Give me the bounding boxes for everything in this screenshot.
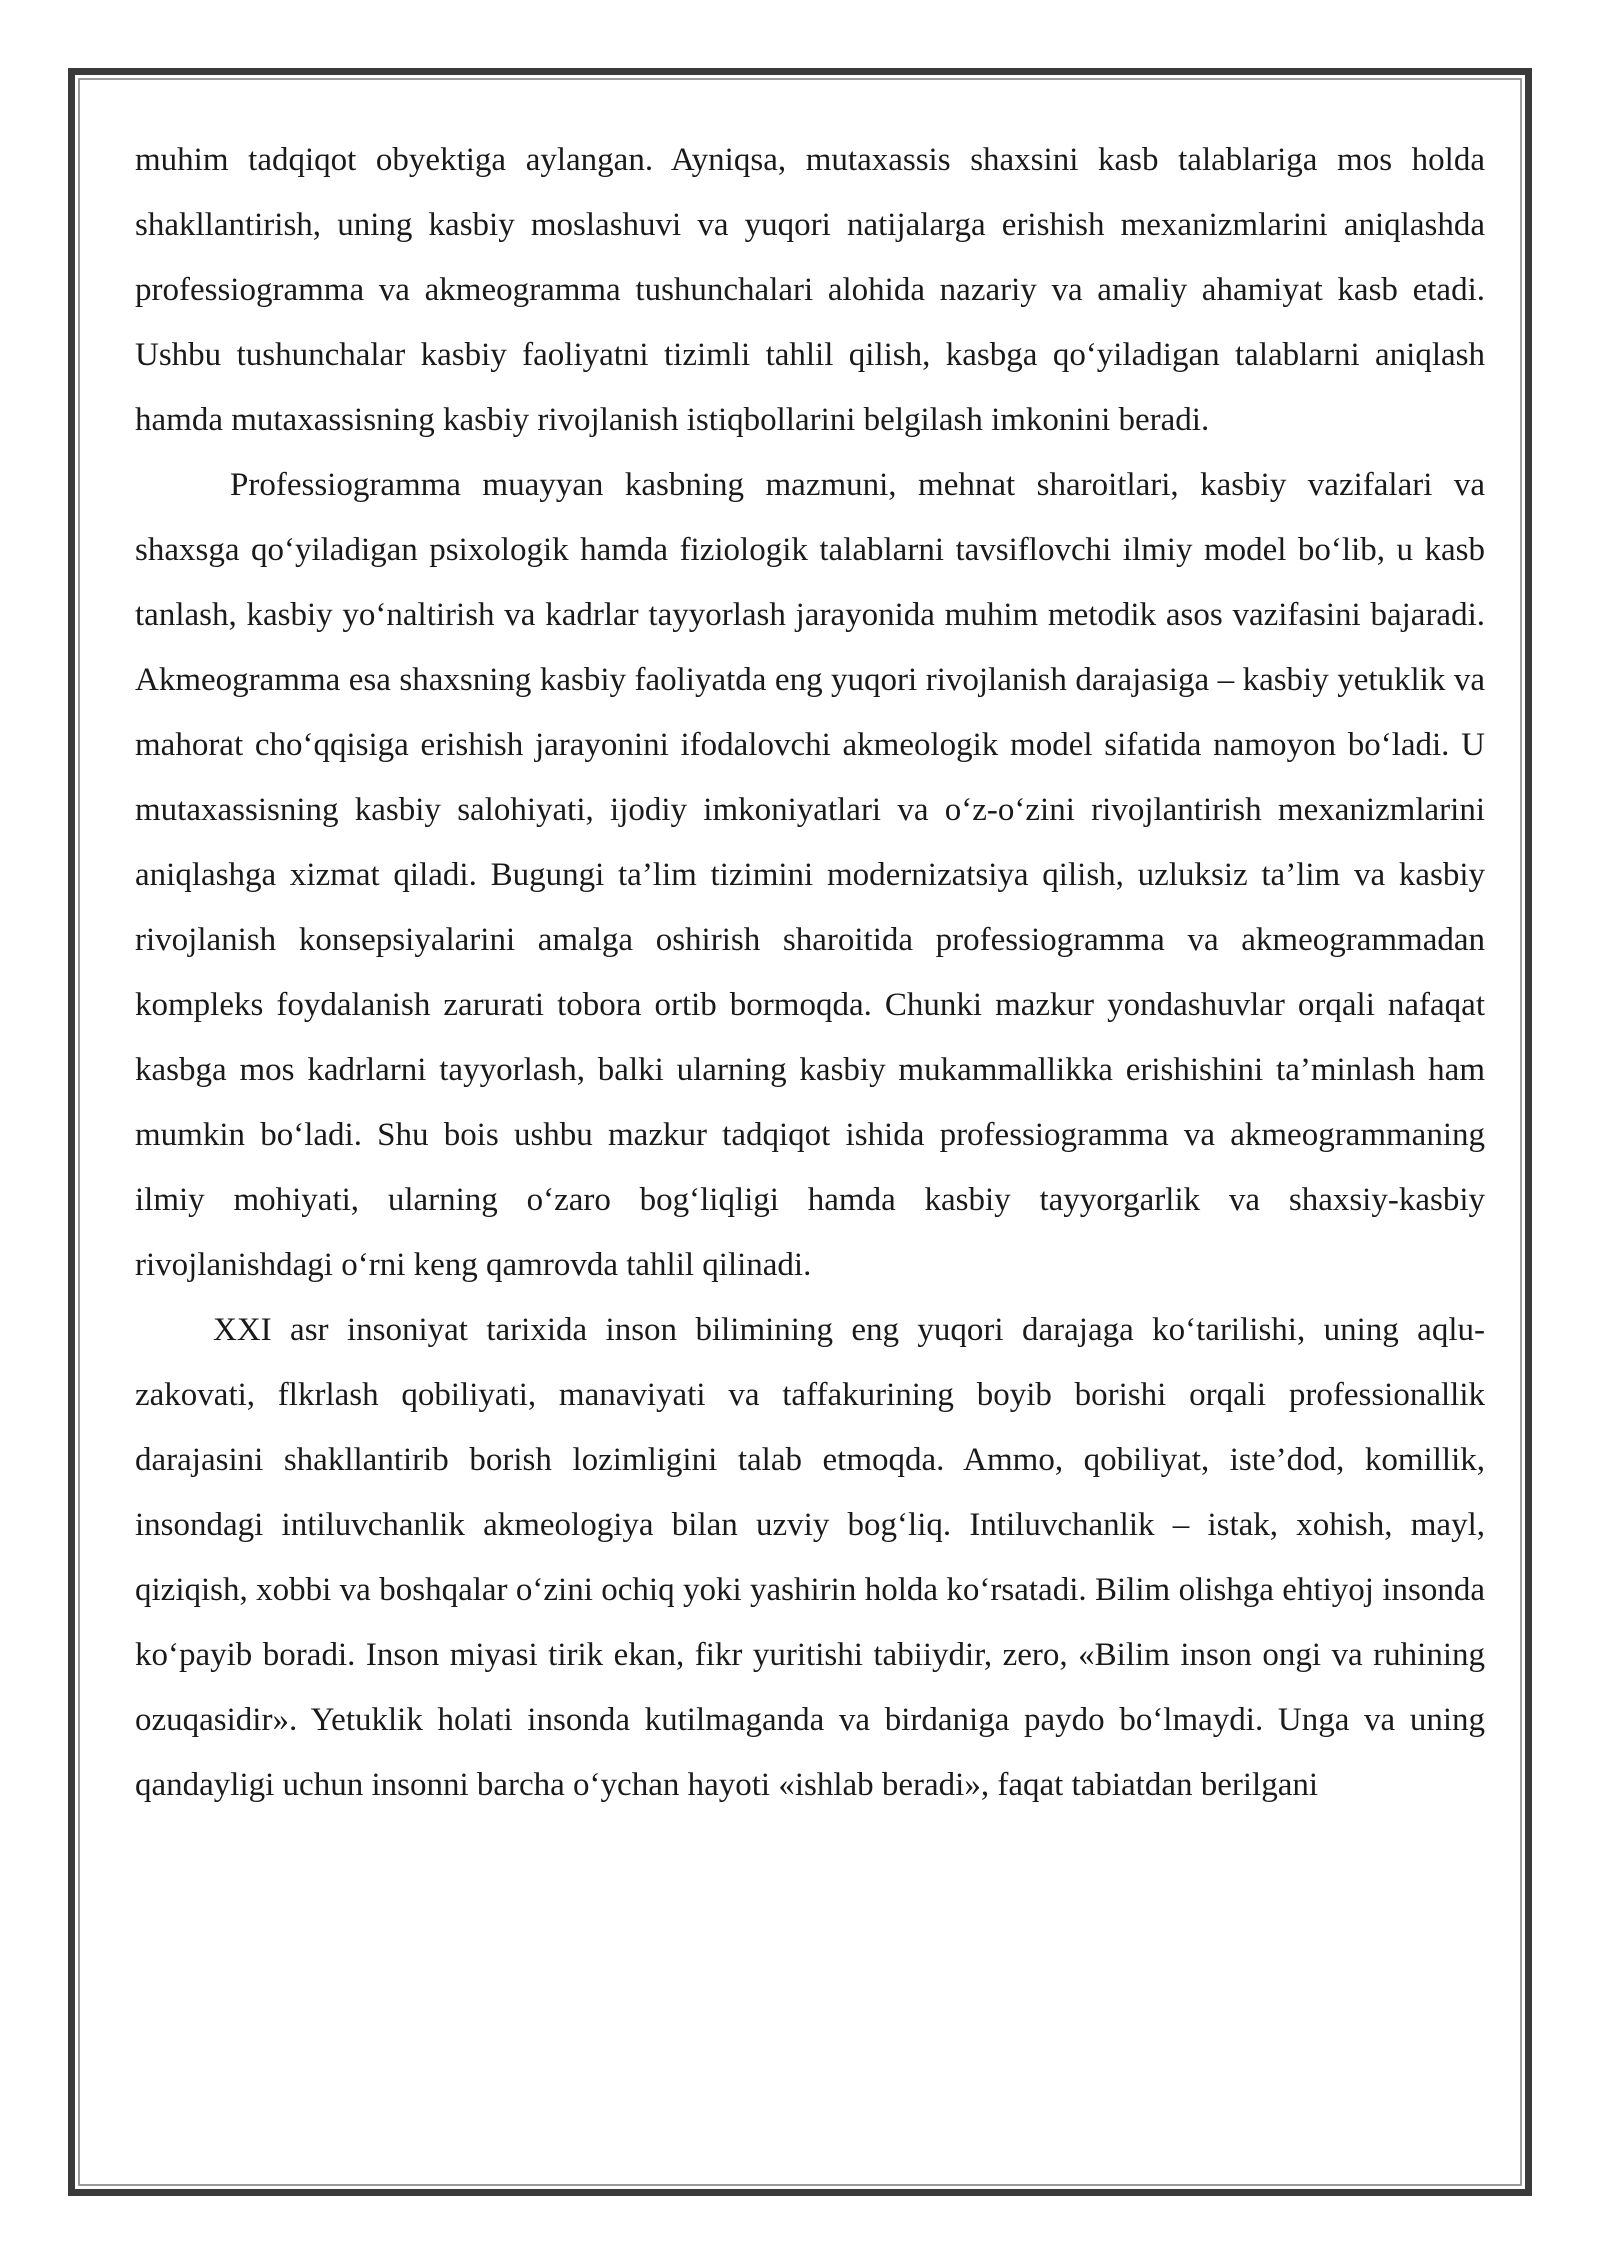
paragraph-2: Professiogramma muayyan kasbning mazmuni, mehnat sharoitlari, kasbiy vazifalari va shaxsga qo‘yiladigan psixologik hamda fiziologik talablarni tavsiflovchi ilmiy model bo‘lib, u kasb tanlash, kasbiy yo‘naltirish va kadrlar tayyorlash jarayonida muhim metodik asos vazifasini bajaradi. Akmeogramma esa shaxsning kasbiy faoliyatda eng yuqori rivojlanish darajasiga – kasbiy yetuklik va mahorat cho‘qqisiga erishish jarayonini ifodalovchi akmeologik model sifatida namoyon bo‘ladi. U mutaxassisning kasbiy salohiyati, ijodiy imkoniyatlari va o‘z-o‘zini rivojlantirish mexanizmlarini aniqlashga xizmat qiladi. Bugungi ta’lim tizimini modernizatsiya qilish, uzluksiz ta’lim va kasbiy rivojlanish konsepsiyalarini amalga oshirish sharoitida professiogramma va akmeogrammadan kompleks foydalanish zarurati tobora ortib bormoqda. Chunki mazkur yondashuvlar orqali nafaqat kasbga mos kadrlarni tayyorlash, balki ularning kasbiy mukammallikka erishishini ta’minlash ham mumkin bo‘ladi. Shu bois ushbu mazkur tadqiqot ishida professiogramma va akmeogrammaning ilmiy mohiyati, ularning o‘zaro bog‘liqligi hamda kasbiy tayyorgarlik va shaxsiy-kasbiy rivojlanishdagi o‘rni keng qamrovda tahlil qilinadi. <box>135 467 1485 1283</box>
paragraph-1: muhim tadqiqot obyektiga aylangan. Ayniqsa, mutaxassis shaxsini kasb talablariga mos holda shakllantirish, uning kasbiy moslashuvi va yuqori natijalarga erishish mexanizmlarini aniqlashda professiogramma va akmeogramma tushunchalari alohida nazariy va amaliy ahamiyat kasb etadi. Ushbu tushunchalar kasbiy faoliyatni tizimli tahlil qilish, kasbga qo‘yiladigan talablarni aniqlash hamda mutaxassisning kasbiy rivojlanish istiqbollarini belgilash imkonini beradi. <box>135 142 1485 438</box>
paragraph-3: XXI asr insoniyat tarixida inson bilimining eng yuqori darajaga ko‘tarilishi, uning aqlu-zakovati, flkrlash qobiliyati, manaviyati va taffakurining boyib borishi orqali professionallik darajasini shakllantirib borish lozimligini talab etmoqda. Ammo, qobiliyat, iste’dod, komillik, insondagi intiluvchanlik akmeologiya bilan uzviy bog‘liq. Intiluvchanlik – istak, xohish, mayl, qiziqish, xobbi va boshqalar o‘zini ochiq yoki yashirin holda ko‘rsatadi. Bilim olishga ehtiyoj insonda ko‘payib boradi. Inson miyasi tirik ekan, fikr yuritishi tabiiydir, zero, «Bilim inson ongi va ruhining ozuqasidir». Yetuklik holati insonda kutilmaganda va birdaniga paydo bo‘lmaydi. Unga va uning qandayligi uchun insonni barcha o‘ychan hayoti «ishlab beradi», faqat tabiatdan berilgani <box>135 1312 1485 1803</box>
document-body <box>135 128 1485 1818</box>
